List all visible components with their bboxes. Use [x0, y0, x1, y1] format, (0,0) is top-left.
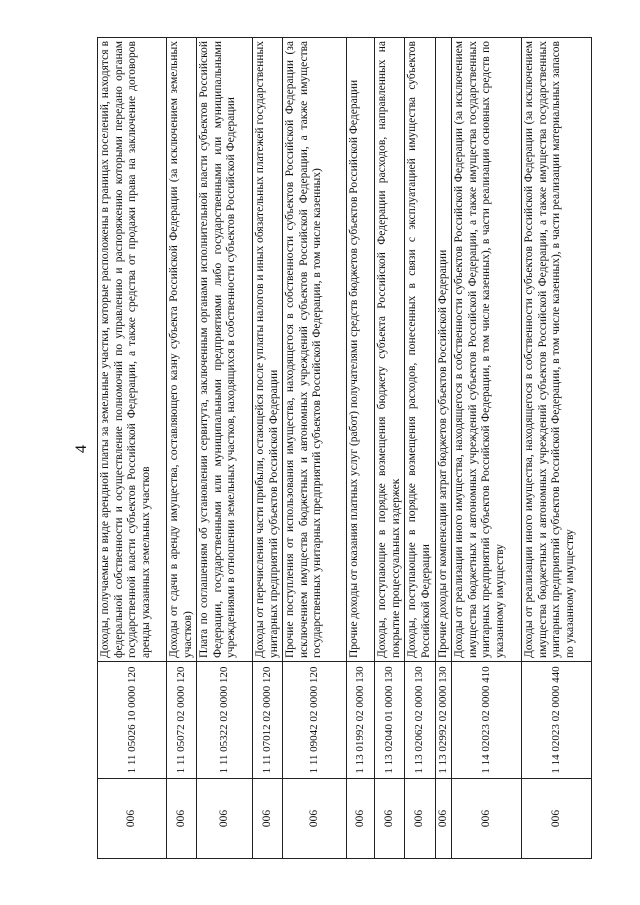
table-row: [167, 38, 197, 859]
admin-code-cell: 006: [435, 779, 452, 859]
budget-code-cell: 1 13 01992 02 0000 130: [347, 662, 375, 779]
description-cell: Прочие поступления от использования имущества, находящегося в собственности субъектов Российской Федерации (за исключением имущества бюджетных и автономных учреждений субъектов Российской Федерации, а также имущества государственных унитарных предприятий субъектов Российской Федерации, в том числе казенных): [283, 38, 347, 662]
budget-code-cell: 1 13 02992 02 0000 130: [435, 662, 452, 779]
budget-code-cell: 1 11 09042 02 0000 120: [283, 662, 347, 779]
description-cell: Плата по соглашениям об установлении сервитута, заключенным органами исполнительной власти субъектов Российской Федерации, государственными или муниципальными предприятиями либо государственными или муниципальными учреждениями в отношении земельных участков, находящихся в собственности субъектов Российской Федерации: [197, 38, 253, 662]
budget-code-cell: 1 13 02062 02 0000 130: [405, 662, 435, 779]
budget-code-cell: 1 13 02040 01 0000 130: [375, 662, 405, 779]
description-cell: Доходы, поступающие в порядке возмещения расходов, понесенных в связи с эксплуатацией имущества субъектов Российской Федерации: [405, 38, 435, 662]
description-cell: Доходы от перечисления части прибыли, остающейся после уплаты налогов и иных обязательных платежей государственных унитарных предприятий субъектов Российской Федерации: [253, 38, 283, 662]
budget-code-cell: 1 11 05026 10 0000 120: [98, 662, 167, 779]
admin-code-cell: 006: [375, 779, 405, 859]
admin-code-cell: 006: [522, 779, 592, 859]
table-row: [197, 38, 253, 859]
description-cell: Доходы от сдачи в аренду имущества, составляющего казну субъекта Российской Федерации (за исключением земельных участков): [167, 38, 197, 662]
admin-code-cell: 006: [347, 779, 375, 859]
table-row: [98, 38, 167, 859]
admin-code-cell: 006: [452, 779, 522, 859]
table-row: [405, 38, 435, 859]
budget-code-cell: 1 11 05072 02 0000 120: [167, 662, 197, 779]
description-cell: Прочие доходы от оказания платных услуг (работ) получателями средств бюджетов субъектов Российской Федерации: [347, 38, 375, 662]
budget-code-cell: 1 11 07012 02 0000 120: [253, 662, 283, 779]
admin-code-cell: 006: [98, 779, 167, 859]
admin-code-cell: 006: [197, 779, 253, 859]
table-row: [253, 38, 283, 859]
description-cell: Прочие доходы от компенсации затрат бюджетов субъектов Российской Федерации: [435, 38, 452, 662]
table-row: [347, 38, 375, 859]
table-row: [375, 38, 405, 859]
budget-code-cell: 1 14 02023 02 0000 410: [452, 662, 522, 779]
description-cell: Доходы от реализации иного имущества, находящегося в собственности субъектов Российской Федерации (за исключением имущества бюджетных и автономных учреждений субъектов Российской Федерации, а также имущества государственных унитарных предприятий субъектов Российской Федерации, в том числе казенных), в части реализации материальных запасов по указанному имуществу: [522, 38, 592, 662]
table-row: [522, 38, 592, 859]
admin-code-cell: 006: [253, 779, 283, 859]
table-row: [283, 38, 347, 859]
page-number: 4: [73, 445, 90, 453]
admin-code-cell: 006: [283, 779, 347, 859]
admin-code-cell: 006: [405, 779, 435, 859]
description-cell: Доходы от реализации иного имущества, находящегося в собственности субъектов Российской Федерации (за исключением имущества бюджетных и автономных учреждений субъектов Российской Федерации, а также имущества государственных унитарных предприятий субъектов Российской Федерации, в том числе казенных), в части реализации основных средств по указанному имуществу: [452, 38, 522, 662]
budget-code-cell: 1 11 05322 02 0000 120: [197, 662, 253, 779]
budget-code-cell: 1 14 02023 02 0000 440: [522, 662, 592, 779]
table-row: [435, 38, 452, 859]
description-cell: Доходы, поступающие в порядке возмещения бюджету субъекта Российской Федерации расходов, направленных на покрытие процессуальных издержек: [375, 38, 405, 662]
admin-code-cell: 006: [167, 779, 197, 859]
description-cell: Доходы, получаемые в виде арендной платы за земельные участки, которые расположены в границах поселений, находятся в федеральной собственности и осуществление полномочий по управлению и распоряжению которыми передано органам государственной власти субъектов Российской Федерации, а также средства от продажи права на заключение договоров аренды указанных земельных участков: [98, 38, 167, 662]
table-frame: [97, 37, 590, 859]
revenue-codes-table: [97, 37, 592, 859]
table-row: [452, 38, 522, 859]
